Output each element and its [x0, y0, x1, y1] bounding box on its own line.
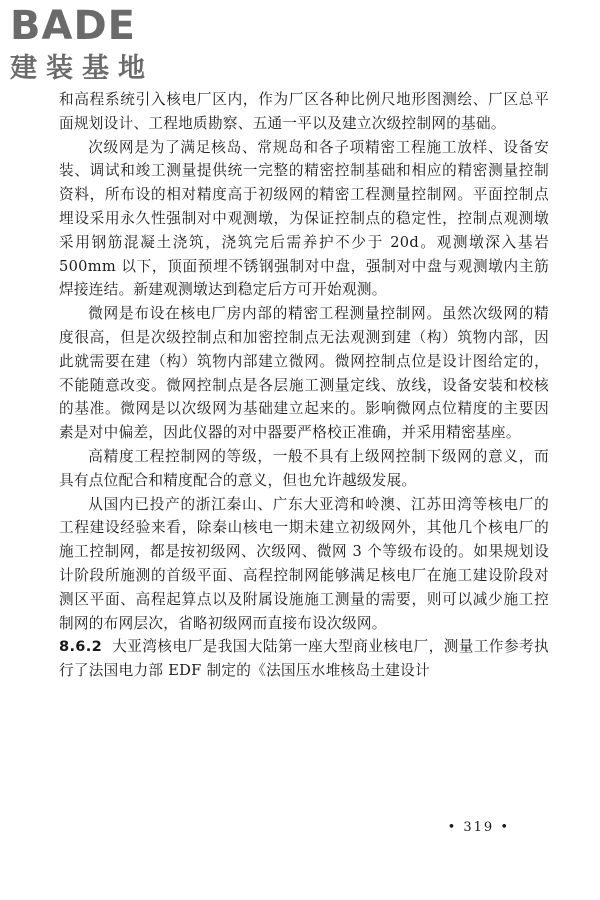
paragraph: 微网是布设在核电厂房内部的精密工程测量控制网。虽然次级网的精度很高，但是次级控制点和加密控制点无法观测到建（构）筑物内部，因此就需要在建（构）筑物内部建立微网。微网控制点位是设计图给定的，不能随意改变。微网控制点是各层施工测量定线、放线，设备安装和校核的基准。微网是以次级网为基础建立起来的。影响微网点位精度的主要因素是对中偏差，因此仪器的对中器要严格校正准确，并采用精密基座。	[59, 305, 549, 442]
section-paragraph	[59, 635, 549, 683]
section-number: 8.6.2	[59, 638, 103, 656]
body-text	[59, 88, 549, 683]
logo-wordmark: BADE	[10, 3, 136, 49]
paragraph: 和高程系统引入核电厂区内，作为厂区各种比例尺地形图测绘、厂区总平面规划设计、工程地质勘察、五通一平以及建立次级控制网的基础。	[59, 91, 549, 132]
section-text: 大亚湾核电厂是我国大陆第一座大型商业核电厂，测量工作参考执行了法国电力部 EDF 制定的《法国压水堆核岛土建设计	[59, 638, 549, 680]
paragraph: 从国内已投产的浙江秦山、广东大亚湾和岭澳、江苏田湾等核电厂的工程建设经验来看，除秦山核电一期未建立初级网外，其他几个核电厂的施工控制网，都是按初级网、次级网、微网 3 个等级布设的。如果规划设计阶段所施测的首级平面、高程控制网能够满足核电厂在施工建设阶段对测区平面、高程起算点以及附属设施施工测量的需要，则可以减少施工控制网的布网层次，省略初级网而直接布设次级网。	[59, 495, 549, 632]
logo-subtitle: 建装基地	[10, 53, 154, 84]
bade-logo	[10, 3, 180, 88]
paragraph: 次级网是为了满足核岛、常规岛和各子项精密工程施工放样、设备安装、调试和竣工测量提供统一完整的精密控制基础和相应的精密测量控制资料，所布设的相对精度高于初级网的精密工程测量控制网。平面控制点埋设采用永久性强制对中观测墩，为保证控制点的稳定性，控制点观测墩采用钢筋混凝土浇筑，浇筑完后需养护不少于 20d。观测墩深入基岩 500mm 以下，顶面预埋不锈钢强制对中盘，强制对中盘与观测墩内主筋焊接连结。新建观测墩达到稳定后方可开始观测。	[59, 138, 549, 299]
paragraph: 高精度工程控制网的等级，一般不具有上级网控制下级网的意义，而具有点位配合和精度配合的意义，但也允许越级发展。	[59, 447, 549, 489]
page-number: • 319 •	[447, 820, 510, 835]
